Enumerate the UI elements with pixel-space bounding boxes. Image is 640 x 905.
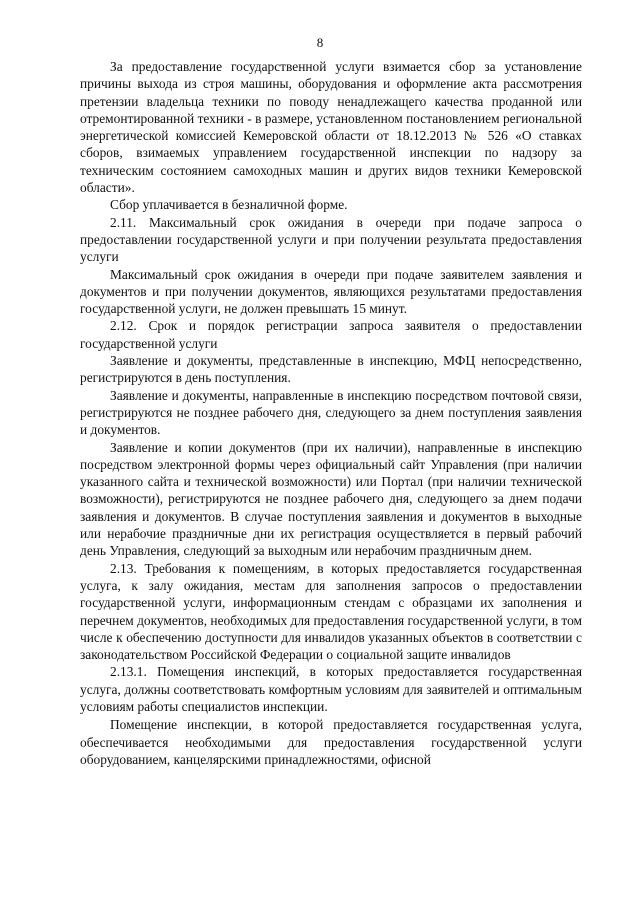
- paragraph-fee: За предоставление государственной услуги взимается сбор за установление причины выхода из строя машины, оборудования и оформление акта рассмотрения претензии владельца техники по поводу ненадлежащего качества проданной или отремонтированной техники - в размере, установленном постановлением региональной энергетической комиссией Кемеровской области от 18.12.2013 № 526 «О ставках сборов, взимаемых управлением государственной инспекции по надзору за техническим состоянием самоходных машин и других видов техники Кемеровской области».: [80, 59, 582, 196]
- heading-2-13: 2.13. Требования к помещениям, в которых предоставляется государственная услуга, к залу ожидания, местам для заполнения запросов о предоставлении государственной услуги, информационным стендам с образцами их заполнения и перечнем документов, необходимых для предоставления государственной услуги, в том числе к обеспечению доступности для инвалидов указанных объектов в соответствии с законодательством Российской Федерации о социальной защите инвалидов: [80, 560, 582, 663]
- heading-2-12: 2.12. Срок и порядок регистрации запроса заявителя о предоставлении государственной услуги: [80, 318, 582, 351]
- paragraph-wait-time: Максимальный срок ожидания в очереди при подаче заявителем заявления и документов и при получении документов, являющихся результатами предоставления государственной услуги, не должен превышать 15 минут.: [80, 266, 582, 317]
- paragraph-direct-registration: Заявление и документы, представленные в инспекцию, МФЦ непосредственно, регистрируются в день поступления.: [80, 353, 582, 386]
- paragraph-postal-registration: Заявление и документы, направленные в инспекцию посредством почтовой связи, регистрируются не позднее рабочего дня, следующего за днем поступления заявления и документов.: [80, 387, 582, 438]
- heading-2-11: 2.11. Максимальный срок ожидания в очереди при подаче запроса о предоставлении государственной услуги и при получении результата предоставления услуги: [80, 214, 582, 265]
- paragraph-payment-form: Сбор уплачивается в безналичной форме.: [110, 197, 348, 213]
- page-number: 8: [316, 35, 324, 50]
- paragraph-electronic-registration: Заявление и копии документов (при их наличии), направленные в инспекцию посредством электронной формы через официальный сайт Управления (при наличии указанного сайта и технической возможности) или Портал (при наличии технической возможности), регистрируются не позднее рабочего дня, следующего за днем подачи заявления и документов. В случае поступления заявления и документов в выходные или нерабочие праздничные дни их регистрация осуществляется в первый рабочий день Управления, следующий за выходным или нерабочим праздничным днем.: [80, 439, 582, 559]
- paragraph-2-13-1: 2.13.1. Помещения инспекций, в которых предоставляется государственная услуга, должны соответствовать комфортным условиям для заявителей и оптимальным условиям работы специалистов инспекции.: [80, 664, 582, 714]
- paragraph-premises-equipment: Помещение инспекции, в которой предоставляется государственная услуга, обеспечивается необходимыми для предоставления государственной услуги оборудованием, канцелярскими принадлежностями, офисной: [80, 717, 582, 767]
- body-text: [80, 58, 582, 768]
